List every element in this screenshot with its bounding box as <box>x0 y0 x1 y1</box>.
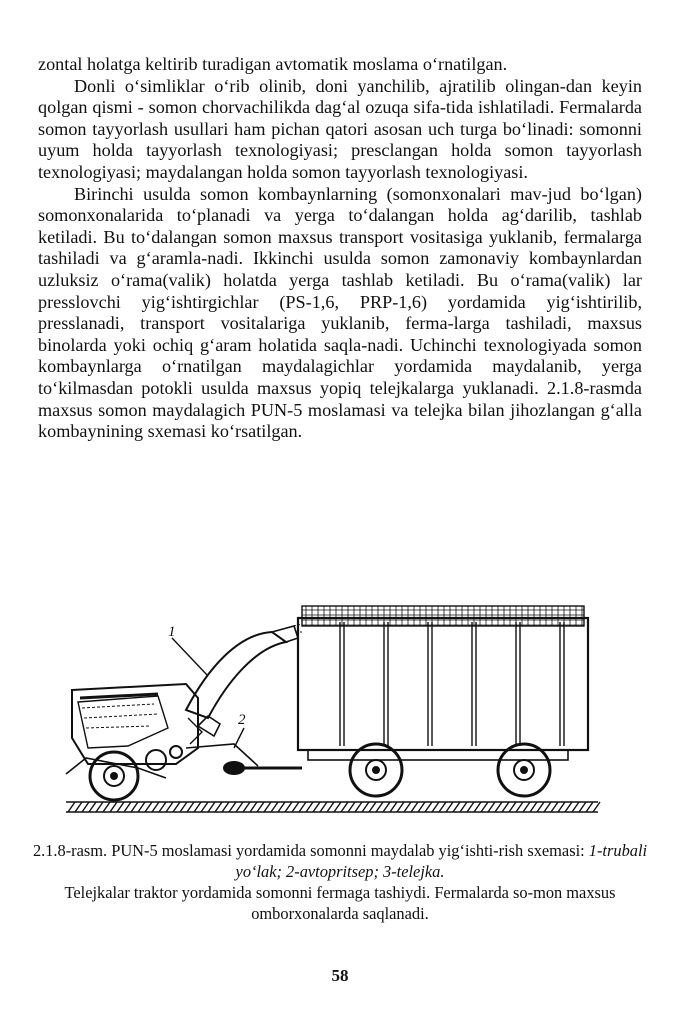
label-2: 2 <box>238 712 246 728</box>
hatch-line <box>460 802 467 812</box>
hatch-line <box>369 802 376 812</box>
hatch-line <box>222 802 229 812</box>
hatch-line <box>285 802 292 812</box>
hatch-line <box>257 802 264 812</box>
trailer-rib <box>560 622 564 746</box>
trailer-rib <box>428 622 432 746</box>
hatch-line <box>397 802 404 812</box>
combine-harvester <box>66 684 202 800</box>
hatch-line <box>425 802 432 812</box>
hatch-line <box>89 802 96 812</box>
hatch-line <box>579 802 586 812</box>
hatch-line <box>75 802 82 812</box>
hatch-line <box>271 802 278 812</box>
hatch-line <box>572 802 579 812</box>
hatch-line <box>145 802 152 812</box>
hatch-line <box>341 802 348 812</box>
body-text <box>38 54 642 443</box>
hatch-line <box>152 802 159 812</box>
hatch-line <box>558 802 565 812</box>
hatch-line <box>376 802 383 812</box>
hatch-line <box>509 802 516 812</box>
figure-caption <box>30 840 650 924</box>
hatch-line <box>523 802 530 812</box>
caption-tail: Telejkalar traktor yordamida somonni fermaga tashiydi. Fermalarda so-mon maxsus omborxonalarda saqlanadi. <box>64 883 616 923</box>
hatch-line <box>187 802 194 812</box>
hatch-line <box>236 802 243 812</box>
trailer-rib <box>384 622 388 746</box>
hatch-line <box>565 802 572 812</box>
hatch-line <box>131 802 138 812</box>
hatch-line <box>117 802 124 812</box>
hatch-line <box>383 802 390 812</box>
hatch-line <box>334 802 341 812</box>
hatch-line <box>348 802 355 812</box>
hatch-line <box>250 802 257 812</box>
hatch-line <box>327 802 334 812</box>
hatch-line <box>586 802 593 812</box>
hatch-line <box>96 802 103 812</box>
trailer-telejka <box>298 606 588 796</box>
combine-trailer-diagram <box>58 598 618 830</box>
paragraph-2: Donli o‘simliklar o‘rib olinib, doni yanchilib, ajratilib olingan-dan keyin qolgan qismi - somon chorvachilikda dag‘al ozuqa sifa-tida ishlatiladi. Fermalarda somon tayyorlash usullari ham pichan qatori asosan uch turga bo‘linadi: somonni uyum holda tayyorlash texnologiyasi; presclangan holda somon tayyorlash texnologiyasi; maydalangan holda somon tayyorlash texnologiyasi. <box>38 75 642 182</box>
hatch-line <box>551 802 558 812</box>
hatch-line <box>432 802 439 812</box>
hatch-line <box>488 802 495 812</box>
hatch-line <box>467 802 474 812</box>
hatch-line <box>502 802 509 812</box>
hatch-line <box>453 802 460 812</box>
hatch-line <box>411 802 418 812</box>
hatch-line <box>495 802 502 812</box>
trailer-rib <box>472 622 476 746</box>
paragraph-1: zontal holatga keltirib turadigan avtomatik moslama o‘rnatilgan. <box>38 54 508 74</box>
hatch-line <box>474 802 481 812</box>
hatch-line <box>544 802 551 812</box>
trailer-rib <box>340 622 344 746</box>
hatch-line <box>243 802 250 812</box>
hatch-line <box>313 802 320 812</box>
hatch-line <box>299 802 306 812</box>
hatch-line <box>320 802 327 812</box>
caption-legend: 1-trubali yo‘lak; 2-avtopritsep; 3-telejka. <box>235 841 648 881</box>
hatch-line <box>530 802 537 812</box>
hatch-line <box>215 802 222 812</box>
hatch-line <box>103 802 110 812</box>
hatch-line <box>418 802 425 812</box>
hatch-line <box>446 802 453 812</box>
hatch-line <box>362 802 369 812</box>
hatch-line <box>82 802 89 812</box>
hatch-line <box>201 802 208 812</box>
hatch-line <box>194 802 201 812</box>
hatch-line <box>208 802 215 812</box>
page-number: 58 <box>331 966 349 985</box>
hatch-line <box>180 802 187 812</box>
hatch-line <box>292 802 299 812</box>
ground-hatching <box>66 802 600 812</box>
hitch-drawbar <box>186 728 302 774</box>
hatch-line <box>355 802 362 812</box>
hatch-line <box>404 802 411 812</box>
hatch-line <box>439 802 446 812</box>
hatch-line <box>264 802 271 812</box>
trailer-rib <box>516 622 520 746</box>
hatch-line <box>110 802 117 812</box>
hatch-line <box>138 802 145 812</box>
caption-lead: 2.1.8-rasm. PUN-5 moslamasi yordamida somonni maydalab yig‘ishti-rish sxemasi: <box>32 841 589 860</box>
hatch-line <box>390 802 397 812</box>
hatch-line <box>229 802 236 812</box>
hatch-line <box>68 802 75 812</box>
hatch-line <box>166 802 173 812</box>
hatch-line <box>537 802 544 812</box>
hatch-line <box>159 802 166 812</box>
label-1: 1 <box>168 624 176 640</box>
figure-pun5-scheme <box>58 598 618 830</box>
hatch-line <box>278 802 285 812</box>
hatch-line <box>124 802 131 812</box>
hatch-line <box>481 802 488 812</box>
paragraph-3: Birinchi usulda somon kombaynlarning (somonxonalari mav-jud bo‘lgan) somonxonalarida to‘planadi va yerga to‘dalangan holda ag‘darilib, tashlab ketiladi. Bu to‘dalangan somon maxsus transport vositasiga yuklanib, fermalarga tashiladi va g‘aramla-nadi. Ikkinchi usulda somon zamonaviy kombaynlardan uzluksiz o‘rama(valik) holatda yerga tashlab ketiladi. Bu o‘rama(valik) lar presslovchi yig‘ishtirgichlar (PS-1,6, PRP-1,6) yordamida yig‘ishtirilib, presslanadi, transport vositalariga yuklanib, ferma-larga tashiladi, maxsus binolarda yoki ochiq g‘aram holatida saqla-nadi. Uchinchi texnologiyada somon kombaynlarga o‘rnatilgan maydalagichlar yordamida maydalanib, yerga to‘kilmasdan potokli usulda maxsus yopiq telejkalarga yuklanadi. 2.1.8-rasmda maxsus somon maydalagich PUN-5 moslamasi va telejka bilan jihozlangan g‘alla kombaynining sxemasi ko‘rsatilgan. <box>38 183 642 442</box>
hatch-line <box>593 802 600 812</box>
hatch-line <box>516 802 523 812</box>
hatch-line <box>306 802 313 812</box>
hatch-line <box>173 802 180 812</box>
